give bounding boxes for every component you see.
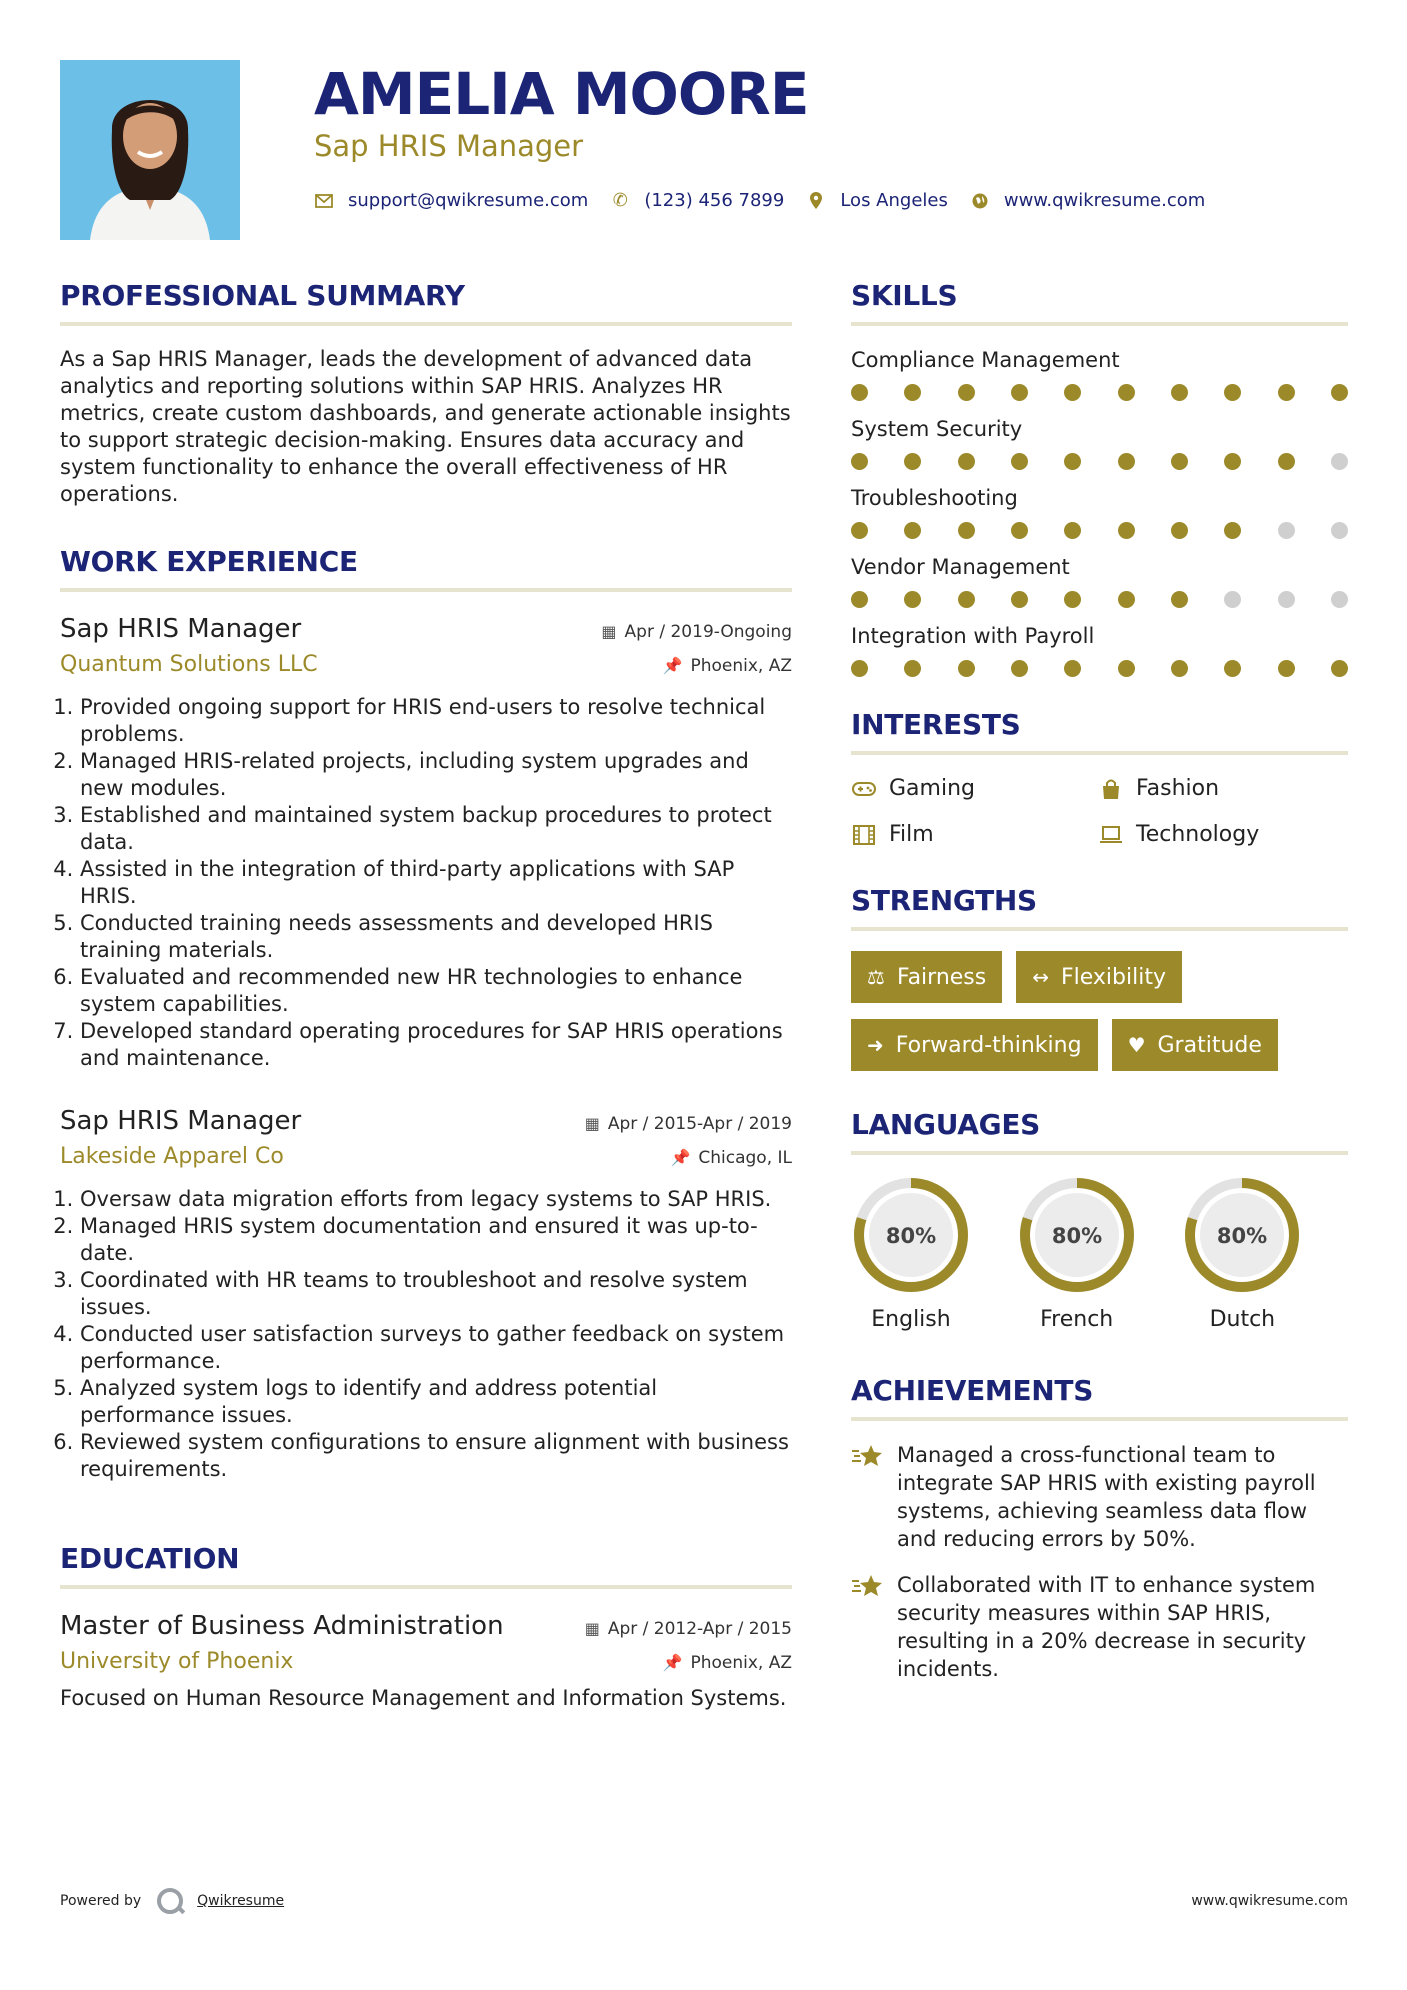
- job-date: ▦ Apr / 2015-Apr / 2019: [584, 1114, 792, 1134]
- rating-dot-filled: [851, 591, 868, 608]
- rating-dot-filled: [1064, 384, 1081, 401]
- rating-dot-filled: [1171, 660, 1188, 677]
- summary-heading: PROFESSIONAL SUMMARY: [60, 279, 465, 312]
- strength-tag: ⚖ Fairness: [851, 951, 1002, 1003]
- achievement-item: [851, 1571, 1348, 1683]
- skill-rating: [851, 591, 1348, 608]
- language-progress-ring: [1017, 1175, 1137, 1295]
- rating-dot-empty: [1331, 453, 1348, 470]
- rating-dot-filled: [904, 660, 921, 677]
- interest-label: Fashion: [1136, 776, 1220, 801]
- rating-dot-filled: [1011, 591, 1028, 608]
- section-divider: [60, 1585, 792, 1589]
- skills-list: [851, 346, 1348, 677]
- rating-dot-empty: [1224, 591, 1241, 608]
- list-item: 3. Coordinated with HR teams to troubleshoot and resolve system issues.: [80, 1267, 792, 1321]
- rating-dot-filled: [851, 660, 868, 677]
- rating-dot-filled: [1331, 660, 1348, 677]
- languages-section: [851, 1105, 1348, 1335]
- rating-dot-filled: [904, 384, 921, 401]
- rating-dot-filled: [904, 522, 921, 539]
- education-entry: [60, 1609, 792, 1712]
- location-text: Los Angeles: [840, 190, 948, 211]
- interest-item: [851, 821, 1098, 849]
- rating-dot-filled: [1011, 384, 1028, 401]
- section-divider: [851, 1151, 1348, 1155]
- list-item: 7. Developed standard operating procedures for SAP HRIS operations and maintenance.: [80, 1018, 792, 1072]
- rating-dot-filled: [851, 453, 868, 470]
- skill-item: [851, 553, 1348, 608]
- skill-name: Integration with Payroll: [851, 624, 1095, 648]
- skills-heading: SKILLS: [851, 279, 958, 312]
- page-footer: [60, 1888, 1348, 1914]
- calendar-icon: ▦: [584, 1619, 600, 1638]
- candidate-title: Sap HRIS Manager: [314, 129, 584, 163]
- language-percent: 80%: [885, 1224, 937, 1248]
- arrow-right-icon: ➜: [867, 1033, 884, 1057]
- qwikresume-logo-icon: [157, 1888, 183, 1914]
- job-entry: [60, 1104, 792, 1483]
- rating-dot-filled: [958, 660, 975, 677]
- email-text: support@qwikresume.com: [348, 190, 589, 211]
- rating-dot-filled: [1171, 384, 1188, 401]
- rating-dot-filled: [1064, 453, 1081, 470]
- rating-dot-filled: [1171, 591, 1188, 608]
- rating-dot-filled: [904, 591, 921, 608]
- list-item: 6. Evaluated and recommended new HR technologies to enhance system capabilities.: [80, 964, 792, 1018]
- skill-rating: [851, 660, 1348, 677]
- skill-item: [851, 415, 1348, 470]
- interests-section: [851, 705, 1348, 849]
- website-text: www.qwikresume.com: [1003, 190, 1206, 211]
- language-name: Dutch: [1209, 1307, 1276, 1332]
- contact-email[interactable]: [314, 190, 588, 211]
- film-icon: [851, 825, 877, 845]
- award-star-icon: [851, 1441, 897, 1553]
- resume-header: [314, 62, 1364, 211]
- skill-item: [851, 346, 1348, 401]
- rating-dot-filled: [1171, 453, 1188, 470]
- rating-dot-filled: [1011, 453, 1028, 470]
- rating-dot-filled: [1118, 522, 1135, 539]
- list-item: 1. Oversaw data migration efforts from legacy systems to SAP HRIS.: [80, 1186, 792, 1213]
- language-name: English: [871, 1307, 951, 1332]
- interest-item: [1098, 775, 1348, 803]
- profile-photo: [60, 60, 240, 240]
- strengths-section: [851, 881, 1348, 1071]
- rating-dot-empty: [1278, 591, 1295, 608]
- rating-dot-filled: [1011, 660, 1028, 677]
- company-name: Quantum Solutions LLC: [60, 652, 318, 677]
- achievements-section: [851, 1371, 1348, 1683]
- strength-tag: ➜ Forward-thinking: [851, 1019, 1098, 1071]
- laptop-icon: [1098, 826, 1124, 844]
- school-name: University of Phoenix: [60, 1649, 294, 1674]
- strength-tag: ↔ Flexibility: [1016, 951, 1182, 1003]
- phone-text: (123) 456 7899: [644, 190, 785, 211]
- skill-name: Vendor Management: [851, 555, 1070, 579]
- rating-dot-filled: [1011, 522, 1028, 539]
- skill-name: Compliance Management: [851, 348, 1120, 372]
- list-item: 5. Conducted training needs assessments and developed HRIS training materials.: [80, 910, 792, 964]
- achievement-text: Managed a cross-functional team to integrate SAP HRIS with existing payroll systems, achieving seamless data flow and reducing errors by 50%.: [897, 1443, 1316, 1551]
- rating-dot-filled: [958, 591, 975, 608]
- job-location: 📌 Chicago, IL: [670, 1148, 792, 1168]
- award-star-icon: [851, 1571, 897, 1683]
- list-item: 3. Established and maintained system backup procedures to protect data.: [80, 802, 792, 856]
- section-divider: [851, 322, 1348, 326]
- skill-rating: [851, 384, 1348, 401]
- rating-dot-empty: [1331, 591, 1348, 608]
- experience-heading: WORK EXPERIENCE: [60, 545, 358, 578]
- summary-section: [60, 276, 792, 508]
- person-portrait-icon: [60, 60, 240, 240]
- section-divider: [851, 751, 1348, 755]
- pin-icon: 📌: [670, 1148, 691, 1167]
- list-item: 6. Reviewed system configurations to ensure alignment with business requirements.: [80, 1429, 792, 1483]
- section-divider: [60, 588, 792, 592]
- strengths-heading: STRENGTHS: [851, 884, 1037, 917]
- strengths-tags: [851, 951, 1348, 1071]
- rating-dot-filled: [1224, 522, 1241, 539]
- rating-dot-filled: [1118, 453, 1135, 470]
- language-item: [1017, 1175, 1183, 1335]
- language-item: [851, 1175, 1017, 1335]
- contact-phone[interactable]: [610, 190, 784, 211]
- job-entry: [60, 612, 792, 1072]
- list-item: 2. Managed HRIS system documentation and ensured it was up-to-date.: [80, 1213, 792, 1267]
- rating-dot-filled: [1118, 384, 1135, 401]
- interest-label: Film: [889, 822, 934, 847]
- experience-section: [60, 542, 792, 1483]
- job-title: Sap HRIS Manager: [60, 614, 302, 644]
- achievement-text: Collaborated with IT to enhance system security measures within SAP HRIS, resulting in a 20% decrease in security incidents.: [897, 1573, 1316, 1681]
- education-section: [60, 1539, 792, 1712]
- list-item: 5. Analyzed system logs to identify and address potential performance issues.: [80, 1375, 792, 1429]
- list-item: 1. Provided ongoing support for HRIS end-users to resolve technical problems.: [80, 694, 792, 748]
- candidate-name: AMELIA MOORE: [314, 60, 809, 128]
- rating-dot-filled: [1331, 384, 1348, 401]
- job-title: Sap HRIS Manager: [60, 1106, 302, 1136]
- skill-rating: [851, 453, 1348, 470]
- rating-dot-filled: [1224, 384, 1241, 401]
- rating-dot-filled: [1064, 522, 1081, 539]
- interests-heading: INTERESTS: [851, 708, 1021, 741]
- calendar-icon: ▦: [584, 1114, 600, 1133]
- strength-tag: ♥ Gratitude: [1112, 1019, 1278, 1071]
- responsibility-list: [60, 694, 792, 1072]
- skill-item: [851, 484, 1348, 539]
- skill-rating: [851, 522, 1348, 539]
- rating-dot-empty: [1278, 522, 1295, 539]
- language-progress-ring: [851, 1175, 971, 1295]
- rating-dot-filled: [851, 384, 868, 401]
- language-progress-ring: [1182, 1175, 1302, 1295]
- arrows-horizontal-icon: ↔: [1032, 965, 1049, 989]
- job-location: 📌 Phoenix, AZ: [662, 656, 792, 676]
- rating-dot-filled: [958, 384, 975, 401]
- contact-website[interactable]: [970, 190, 1205, 211]
- rating-dot-filled: [958, 453, 975, 470]
- language-name: French: [1040, 1307, 1114, 1332]
- list-item: 2. Managed HRIS-related projects, including system upgrades and new modules.: [80, 748, 792, 802]
- interest-label: Technology: [1136, 822, 1260, 847]
- section-divider: [851, 1417, 1348, 1421]
- rating-dot-filled: [1064, 660, 1081, 677]
- summary-text: As a Sap HRIS Manager, leads the development of advanced data analytics and reporting solutions within SAP HRIS. Analyzes HR metrics, create custom dashboards, and generate actionable insights to support strategic decision-making. Ensures data accuracy and system functionality to enhance the overall effectiveness of HR operations.: [60, 347, 791, 506]
- contact-location: [806, 190, 948, 211]
- contact-bar: [314, 190, 1364, 211]
- shopping-bag-icon: [1098, 778, 1124, 800]
- responsibility-list: [60, 1186, 792, 1483]
- rating-dot-filled: [1064, 591, 1081, 608]
- interest-label: Gaming: [889, 776, 975, 801]
- interest-item: [851, 775, 1098, 803]
- languages-heading: LANGUAGES: [851, 1108, 1041, 1141]
- education-heading: EDUCATION: [60, 1542, 240, 1575]
- globe-icon: [970, 193, 990, 209]
- education-location: 📌 Phoenix, AZ: [662, 1653, 792, 1673]
- gamepad-icon: [851, 782, 877, 796]
- job-date: ▦ Apr / 2019-Ongoing: [601, 622, 792, 642]
- rating-dot-filled: [958, 522, 975, 539]
- powered-by: [60, 1888, 284, 1914]
- rating-dot-filled: [1224, 660, 1241, 677]
- brand-link[interactable]: Qwikresume: [197, 1893, 285, 1909]
- rating-dot-filled: [1118, 660, 1135, 677]
- list-item: 4. Conducted user satisfaction surveys to gather feedback on system performance.: [80, 1321, 792, 1375]
- heart-icon: ♥: [1127, 1033, 1146, 1057]
- pin-icon: 📌: [662, 1653, 683, 1672]
- rating-dot-filled: [851, 522, 868, 539]
- language-percent: 80%: [1217, 1224, 1268, 1248]
- language-item: [1182, 1175, 1348, 1335]
- languages-list: [851, 1175, 1348, 1335]
- rating-dot-filled: [904, 453, 921, 470]
- rating-dot-filled: [1278, 453, 1295, 470]
- education-date: ▦ Apr / 2012-Apr / 2015: [584, 1619, 792, 1639]
- skills-section: [851, 276, 1348, 677]
- interest-item: [1098, 821, 1348, 849]
- right-column: [851, 276, 1348, 1701]
- section-divider: [851, 927, 1348, 931]
- section-divider: [60, 322, 792, 326]
- envelope-icon: [314, 194, 334, 208]
- achievements-heading: ACHIEVEMENTS: [851, 1374, 1094, 1407]
- company-name: Lakeside Apparel Co: [60, 1144, 284, 1169]
- footer-url[interactable]: www.qwikresume.com: [1191, 1893, 1348, 1909]
- pin-icon: 📌: [662, 656, 683, 675]
- achievement-item: [851, 1441, 1348, 1553]
- skill-item: [851, 622, 1348, 677]
- phone-icon: ✆: [612, 190, 628, 211]
- balance-scale-icon: ⚖: [867, 965, 885, 989]
- interests-grid: [851, 775, 1348, 849]
- rating-dot-filled: [1278, 660, 1295, 677]
- list-item: 4. Assisted in the integration of third-party applications with SAP HRIS.: [80, 856, 792, 910]
- degree-title: Master of Business Administration: [60, 1611, 504, 1641]
- skill-name: System Security: [851, 417, 1023, 441]
- skill-name: Troubleshooting: [851, 486, 1018, 510]
- rating-dot-filled: [1118, 591, 1135, 608]
- calendar-icon: ▦: [601, 622, 617, 641]
- left-column: [60, 276, 792, 1712]
- rating-dot-filled: [1171, 522, 1188, 539]
- rating-dot-empty: [1331, 522, 1348, 539]
- map-marker-icon: [806, 192, 826, 209]
- language-percent: 80%: [1051, 1224, 1102, 1248]
- powered-by-label: Powered by: [60, 1893, 142, 1909]
- rating-dot-filled: [1278, 384, 1295, 401]
- education-description: Focused on Human Resource Management and Information Systems.: [60, 1686, 787, 1710]
- rating-dot-filled: [1224, 453, 1241, 470]
